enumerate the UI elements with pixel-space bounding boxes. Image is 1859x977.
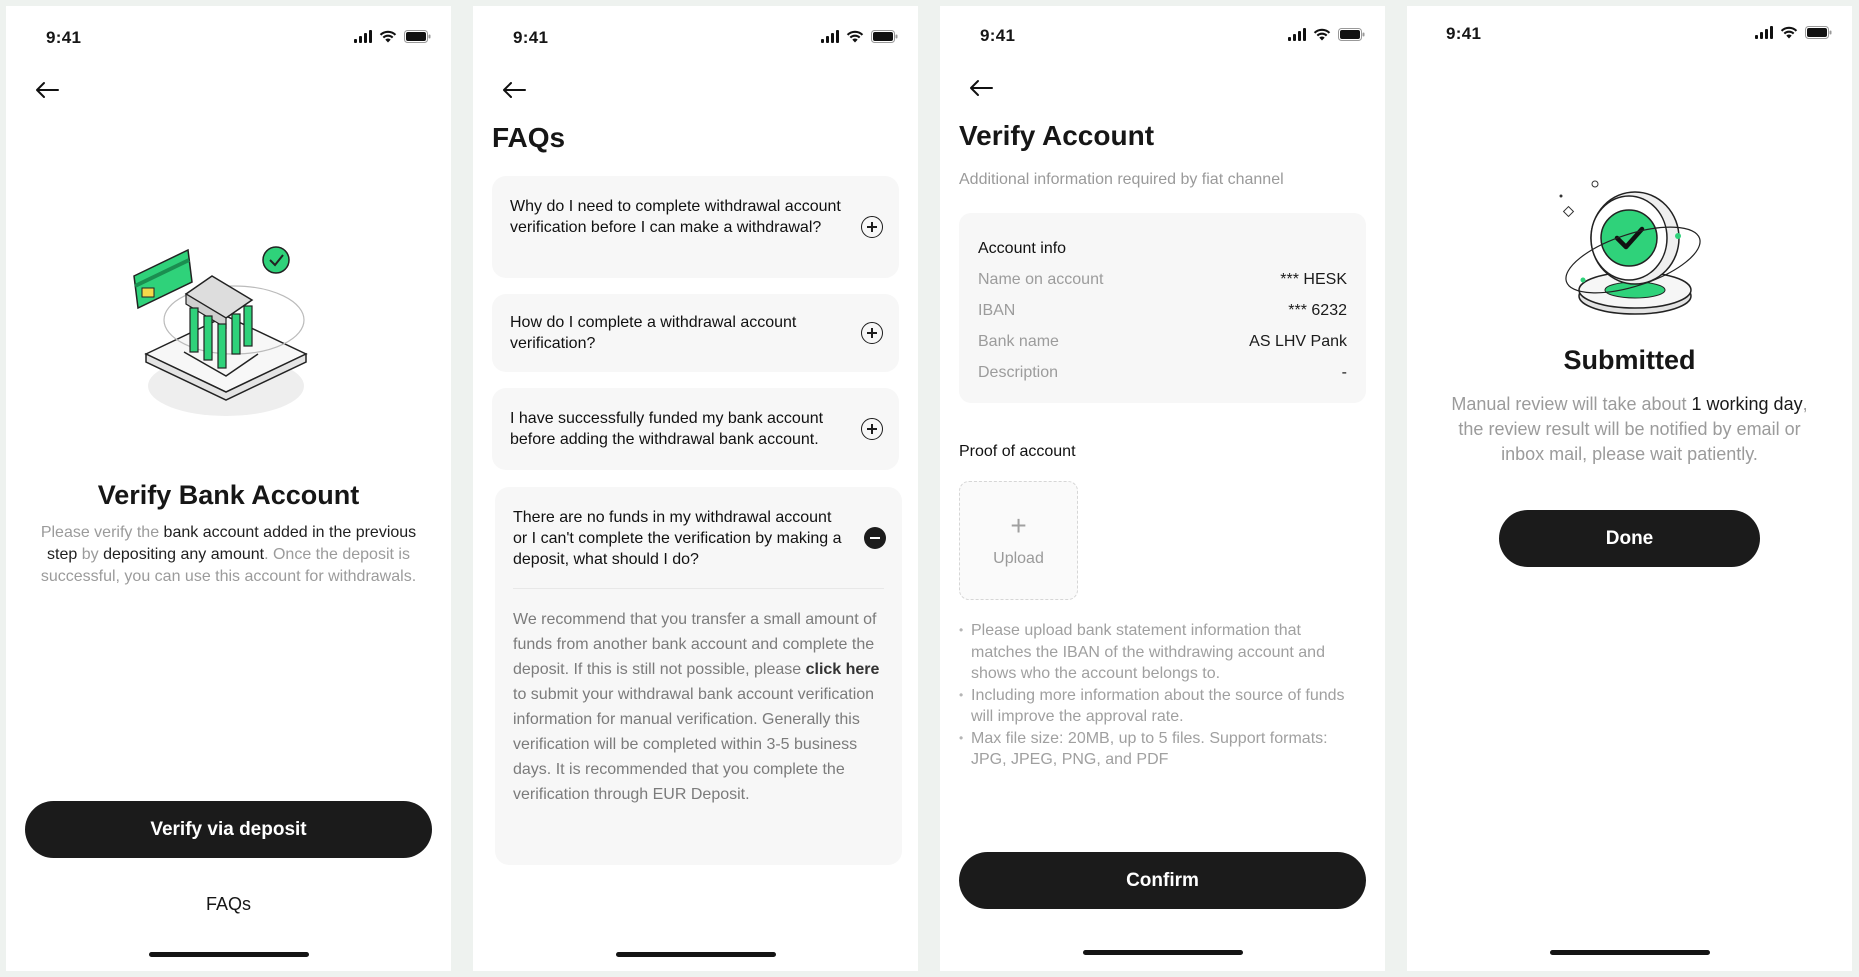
home-indicator xyxy=(1550,950,1710,955)
verify-via-deposit-button[interactable]: Verify via deposit xyxy=(25,801,432,858)
status-time: 9:41 xyxy=(46,28,82,47)
page-title: Verify Account xyxy=(959,120,1155,151)
page-title: Submitted xyxy=(1563,345,1696,375)
faqs-link[interactable]: FAQs xyxy=(205,894,251,914)
screen-faqs xyxy=(473,6,918,971)
bank-card-check-icon xyxy=(126,236,326,436)
faq-question: I have successfully funded my bank account before adding the withdrawal bank account. xyxy=(510,410,824,448)
battery-icon xyxy=(871,30,898,43)
expand-plus-icon[interactable] xyxy=(861,322,883,344)
status-bar xyxy=(473,28,918,50)
status-bar xyxy=(940,26,1385,48)
wifi-icon xyxy=(846,30,864,43)
battery-icon xyxy=(1338,28,1365,41)
faq-question: How do I complete a withdrawal account verification? xyxy=(510,314,797,352)
home-indicator xyxy=(1083,950,1243,955)
page-description: Manual review will take about 1 working day, the review result will be notified by email or inbox mail, please wait patiently. xyxy=(1451,394,1808,464)
upload-button[interactable] xyxy=(959,481,1078,600)
expand-plus-icon[interactable] xyxy=(861,216,883,238)
back-arrow-icon[interactable] xyxy=(34,80,60,100)
done-button[interactable]: Done xyxy=(1499,510,1760,567)
expand-plus-icon[interactable] xyxy=(861,418,883,440)
page-description: Please verify the bank account added in the previous step by depositing any amount. Once the deposit is successful, you can use this account for withdrawals. xyxy=(40,524,417,585)
status-time: 9:41 xyxy=(1446,24,1482,43)
status-time: 9:41 xyxy=(513,28,549,47)
confirm-button[interactable]: Confirm xyxy=(959,852,1366,909)
plus-icon: + xyxy=(1010,510,1027,541)
status-bar xyxy=(1407,24,1852,46)
list-item: • Please upload bank statement information that matches the IBAN of the withdrawing account and shows who the account belongs to. xyxy=(959,620,1355,685)
wifi-icon xyxy=(1780,26,1798,39)
account-info-card: Account info Name on account *** HESK IBAN *** 6232 Bank name AS LHV Pank Description - xyxy=(959,213,1366,403)
screen-verify-account xyxy=(940,6,1385,971)
divider xyxy=(513,588,884,589)
list-item: • Max file size: 20MB, up to 5 files. Support formats: JPG, JPEG, PNG, and PDF xyxy=(959,728,1355,771)
upload-label: Upload xyxy=(993,550,1044,567)
page-subtitle: Additional information required by fiat channel xyxy=(959,171,1284,188)
coin-check-icon xyxy=(1557,176,1702,326)
back-arrow-icon[interactable] xyxy=(968,78,994,98)
proof-of-account-label: Proof of account xyxy=(959,443,1076,460)
battery-icon xyxy=(404,30,431,43)
home-indicator xyxy=(149,952,309,957)
wifi-icon xyxy=(1313,28,1331,41)
faq-item[interactable] xyxy=(492,388,899,470)
faq-item[interactable] xyxy=(492,176,899,278)
list-item: • Including more information about the source of funds will improve the approval rate. xyxy=(959,685,1355,728)
faq-answer: We recommend that you transfer a small amount of funds from another bank account and complete the deposit. If this is still not possible, please click here to submit your withdrawal bank account verification information for manual verification. Generally this verification will be completed within 3-5 business days. It is recommended that you complete the verification through EUR Deposit. xyxy=(513,611,880,803)
screen-submitted xyxy=(1407,6,1852,971)
faq-item-expanded xyxy=(495,487,902,865)
screen-verify-bank-account xyxy=(6,6,451,971)
signal-icon xyxy=(1288,28,1306,41)
collapse-minus-icon[interactable] xyxy=(864,527,886,549)
home-indicator xyxy=(616,952,776,957)
upload-notes xyxy=(959,620,1355,771)
faq-question[interactable]: There are no funds in my withdrawal account or I can't complete the verification by making a deposit, what should I do? xyxy=(513,509,842,568)
page-title: FAQs xyxy=(492,122,566,153)
faq-item[interactable] xyxy=(492,294,899,372)
click-here-link[interactable]: click here xyxy=(805,661,880,678)
faq-question: Why do I need to complete withdrawal account verification before I can make a withdrawal? xyxy=(510,198,841,236)
back-arrow-icon[interactable] xyxy=(501,80,527,100)
status-bar xyxy=(6,28,451,50)
battery-icon xyxy=(1805,26,1832,39)
status-time: 9:41 xyxy=(980,26,1016,45)
wifi-icon xyxy=(379,30,397,43)
signal-icon xyxy=(1755,26,1773,39)
account-info-header: Account info xyxy=(978,240,1067,257)
page-title: Verify Bank Account xyxy=(97,480,360,510)
signal-icon xyxy=(354,30,372,43)
signal-icon xyxy=(821,30,839,43)
